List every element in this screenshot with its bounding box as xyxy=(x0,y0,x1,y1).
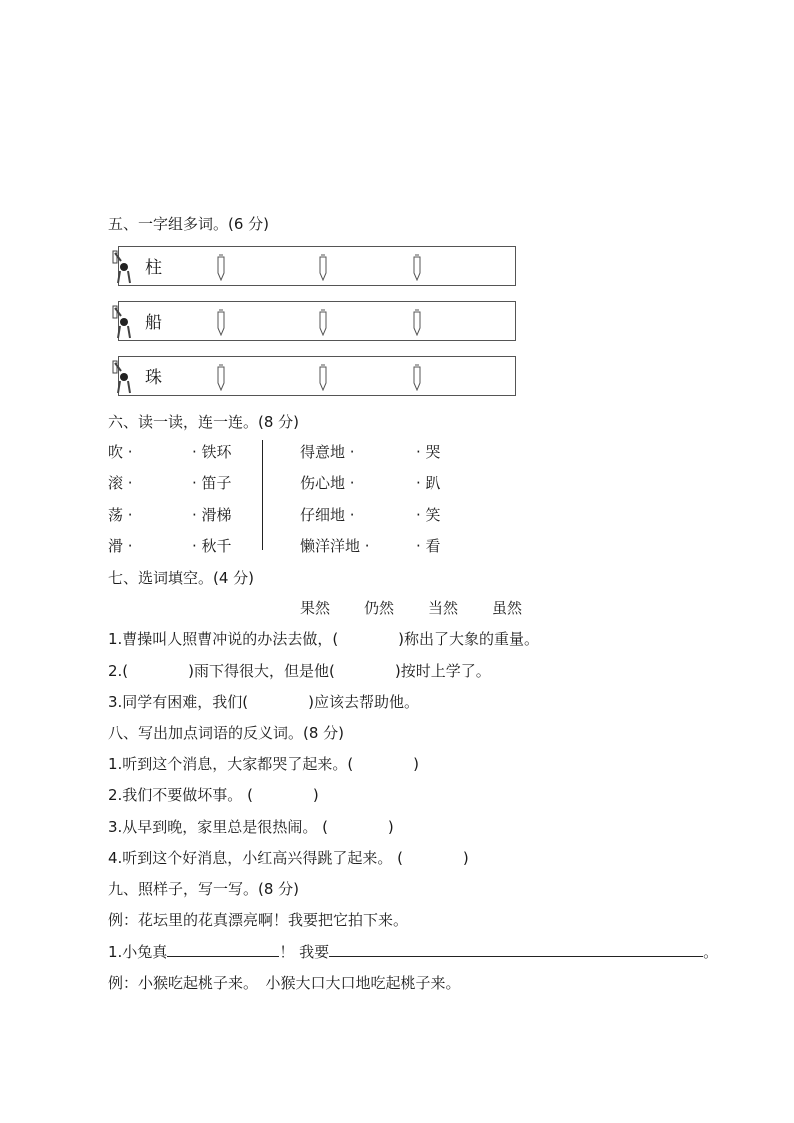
question-9-1 xyxy=(108,941,718,962)
word-box-2 xyxy=(118,301,516,341)
box-char: 珠 xyxy=(145,368,162,388)
section-5-title: 五、一字组多词。(6 分) xyxy=(108,215,270,233)
answer-blank[interactable] xyxy=(329,942,703,957)
example-2: 例：小猴吃起桃子来。 小猴大口大口地吃起桃子来。 xyxy=(108,974,461,992)
pencil-icon xyxy=(317,308,329,336)
word-choice: 虽然 xyxy=(492,599,523,617)
question-8-2: 2.我们不要做坏事。 ( ) xyxy=(108,786,319,804)
match-left-item: 滑 · xyxy=(108,537,133,555)
question-9-1-end: 。 xyxy=(703,943,719,961)
match-left-item: 滚 · xyxy=(108,474,133,492)
question-8-1: 1.听到这个消息，大家都哭了起来。( ) xyxy=(108,755,420,773)
section-8-title: 八、写出加点词语的反义词。(8 分) xyxy=(108,724,345,742)
match-right-item: 伤心地 · xyxy=(300,474,355,492)
example-1: 例：花坛里的花真漂亮啊！我要把它拍下来。 xyxy=(108,911,409,929)
match-right-target: · 笑 xyxy=(416,506,441,524)
child-holding-pencil-icon xyxy=(111,249,135,285)
match-left-item: 吹 · xyxy=(108,443,133,461)
pencil-icon xyxy=(411,363,423,391)
match-right-item: 仔细地 · xyxy=(300,506,355,524)
match-left-target: · 笛子 xyxy=(192,474,232,492)
pencil-icon xyxy=(215,363,227,391)
question-7-2: 2.( )雨下得很大，但是他( )按时上学了。 xyxy=(108,662,491,680)
question-9-1-mid: ！ 我要 xyxy=(279,943,330,961)
question-8-4: 4.听到这个好消息，小红高兴得跳了起来。 ( ) xyxy=(108,849,469,867)
match-left-target: · 滑梯 xyxy=(192,506,232,524)
child-holding-pencil-icon xyxy=(111,359,135,395)
match-left-target: · 铁环 xyxy=(192,443,232,461)
word-choice: 果然 xyxy=(300,599,331,617)
answer-blank[interactable] xyxy=(167,942,279,957)
pencil-icon xyxy=(411,253,423,281)
question-9-1-start: 1.小兔真 xyxy=(108,943,168,961)
box-char: 柱 xyxy=(145,258,162,278)
question-7-1: 1.曹操叫人照曹冲说的办法去做，( )称出了大象的重量。 xyxy=(108,630,540,648)
section-7-title: 七、选词填空。(4 分) xyxy=(108,569,255,587)
match-left-target: · 秋千 xyxy=(192,537,232,555)
match-right-target: · 趴 xyxy=(416,474,441,492)
match-right-item: 懒洋洋地 · xyxy=(300,537,370,555)
section-6-title: 六、读一读，连一连。(8 分) xyxy=(108,413,300,431)
word-choice: 仍然 xyxy=(364,599,395,617)
pencil-icon xyxy=(317,253,329,281)
child-holding-pencil-icon xyxy=(111,304,135,340)
match-left-item: 荡 · xyxy=(108,506,133,524)
match-right-item: 得意地 · xyxy=(300,443,355,461)
pencil-icon xyxy=(411,308,423,336)
question-7-3: 3.同学有困难，我们( )应该去帮助他。 xyxy=(108,693,420,711)
word-box-3 xyxy=(118,356,516,396)
word-choice: 当然 xyxy=(428,599,459,617)
section-9-title: 九、照样子，写一写。(8 分) xyxy=(108,880,300,898)
box-char: 船 xyxy=(145,313,162,333)
pencil-icon xyxy=(215,308,227,336)
match-right-target: · 哭 xyxy=(416,443,441,461)
pencil-icon xyxy=(317,363,329,391)
question-8-3: 3.从早到晚，家里总是很热闹。 ( ) xyxy=(108,818,394,836)
pencil-icon xyxy=(215,253,227,281)
column-divider xyxy=(262,440,263,550)
match-right-target: · 看 xyxy=(416,537,441,555)
word-box-1 xyxy=(118,246,516,286)
